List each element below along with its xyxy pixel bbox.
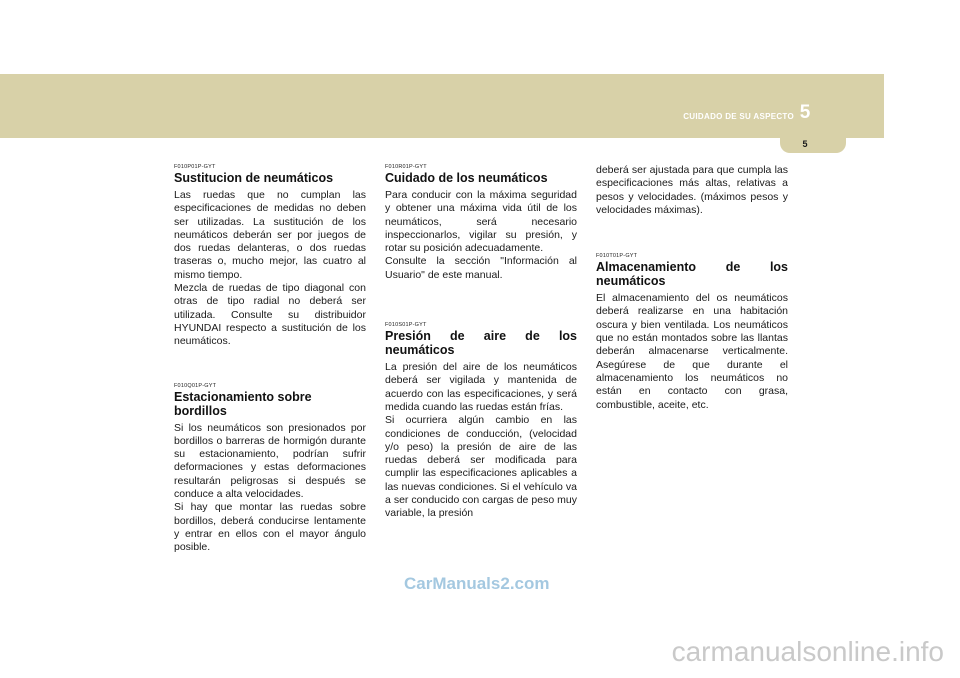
continuation-text: deberá ser ajustada para que cumpla las especificaciones más altas, relativas a pesos y velocidades. (máximos pesos y velocidades máximas).	[596, 164, 788, 216]
watermark-footer: carmanualsonline.info	[671, 636, 944, 667]
column-3	[596, 164, 788, 412]
section-title-line: neumáticos	[385, 343, 455, 358]
block-code: F010R01P-GYT	[385, 164, 427, 170]
section-body-tire-care: Para conducir con la máxima seguridad y obtener una máxima vida útil de los neumáticos, será necesario inspeccionarlos, vigilar su presión, y rotar su posición adecuadamente. Consulte la sección "Información al Usuario" de este manual.	[385, 189, 577, 281]
section-title-line: neumáticos	[596, 274, 666, 289]
section-title-tire-storage	[596, 260, 788, 288]
chapter-number: 5	[799, 102, 811, 123]
page-number: 5	[802, 139, 808, 149]
section-title-tire-care: Cuidado de los neumáticos	[385, 171, 548, 185]
section-title-line: Almacenamiento de los	[596, 260, 788, 275]
block-code: F010S01P-GYT	[385, 322, 427, 329]
watermark-link[interactable]: CarManuals2.com	[404, 574, 550, 593]
section-title-line: Presión de aire de los	[385, 329, 577, 344]
section-body-tire-replacement: Las ruedas que no cumplan las especificaciones de medidas no deben ser utilizadas. La sustitución de los neumáticos deberán ser por juegos de dos ruedas delanteras, o dos ruedas traseras o, mucho mejor, las cuatro al mismo tiempo. Mezcla de ruedas de tipo diagonal con otras de tipo radial no deberá ser utilizada. Consulte su distribuidor HYUNDAI respecto a sustitución de los neumáticos.	[174, 189, 366, 348]
section-body-tire-storage: El almacenamiento del os neumáticos deberá realizarse en una habitación oscura y bien ventilada. Los neumáticos que no están montados sobre las llantas deberán almacenarse verticalmente. Asegúrese de que durante el almacenamiento los neumáticos no están en contacto con grasa, combustible, aceite, etc.	[596, 292, 788, 411]
column-2	[385, 164, 577, 521]
section-body-tire-pressure: La presión del aire de los neumáticos deberá ser vigilada y mantenida de acuerdo con las especificaciones, y será medida cuando las ruedas están frías. Si ocurriera algún cambio en las condiciones de conducción, (velocidad y/o peso) la presión de aire de las ruedas deberá ser modificada para cumplir las especificaciones aplicables a las nuevas condiciones. Si el vehículo va a ser conducido con cargas de peso muy variable, la presión	[385, 361, 577, 520]
block-code: F010P01P-GYT	[174, 164, 216, 170]
section-title-tire-pressure	[385, 329, 577, 357]
block-code: F010Q01P-GYT	[174, 382, 217, 389]
block-code: F010T01P-GYT	[596, 253, 638, 260]
column-1	[174, 164, 366, 555]
section-label: CUIDADO DE SU ASPECTO	[683, 112, 794, 121]
section-body-curb-parking: Si los neumáticos son presionados por bordillos o barreras de hormigón durante su estacionamiento, podrían sufrir deformaciones y estas deformaciones resultarán peligrosas si después se conduce a alta velocidades. Si hay que montar las ruedas sobre bordillos, deberá conducirse lentamente y entrar en ellos con el mayor ángulo posible.	[174, 421, 366, 554]
header-band	[0, 74, 884, 138]
section-title-tire-replacement: Sustitucion de neumáticos	[174, 171, 334, 185]
section-title-curb-parking: Estacionamiento sobre bordillos	[174, 389, 312, 418]
